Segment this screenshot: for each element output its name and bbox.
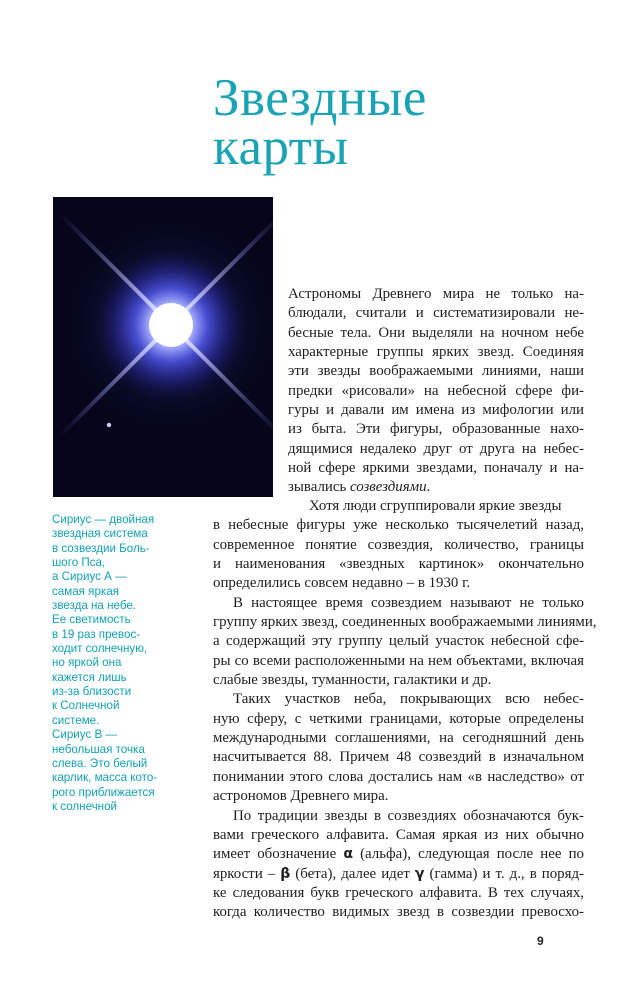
caption-line: а Сириус А — — [52, 570, 127, 584]
text-line: эти звезды воображаемыми линиями, наши — [288, 363, 584, 380]
text-line: ной сфере яркими звездами, поначалу и на- — [288, 460, 584, 477]
sirius-photo — [53, 197, 273, 497]
paragraph-2-first-line: Хотя люди сгруппировали яркие звезды — [309, 498, 562, 514]
caption-line: Сириус — двойная — [52, 513, 155, 526]
text-line: характерные группы ярких звезд. Соединяя — [288, 344, 584, 361]
greek-beta: β — [280, 865, 291, 882]
caption-line: ходит солнечную, — [52, 642, 148, 656]
main-text-column — [213, 497, 597, 923]
text-line: ры со всеми расположенными на нем объектами, включая — [213, 652, 584, 669]
caption-line: Сириус В — — [52, 728, 118, 742]
text-line: в небесные фигуры уже несколько тысячелетий назад, — [213, 517, 584, 534]
caption-line: небольшая точка — [52, 742, 145, 756]
caption-line: но яркой она — [52, 656, 122, 670]
text-line: дящимися недалеко друг от друга на небес- — [288, 440, 584, 457]
greek-alpha: α — [343, 846, 353, 863]
paragraph-5-first-line: По традиции звезды в созвездиях обозначаются бук- — [233, 807, 584, 824]
paragraph-4-first-line: Таких участков неба, покрывающих всю небес- — [233, 691, 584, 708]
text-line — [213, 845, 584, 864]
text-line: из быта. Эти фигуры, образованные нахо- — [288, 421, 584, 438]
text-line: и наименования «звездных картинок» окончательно — [213, 556, 584, 573]
caption-line: карлик, масса кото- — [52, 771, 158, 785]
text-line: понимании этого слова достались нам «в наследство» от — [213, 768, 584, 785]
page-number: 9 — [537, 934, 544, 948]
text-line: насчитывается 88. Причем 48 созвездий в изначальном — [213, 749, 584, 766]
caption-line: рого приближается — [52, 785, 155, 799]
caption-line: кажется лишь — [52, 670, 127, 684]
text-line: предки «рисовали» на небесной сфере фи- — [288, 382, 584, 399]
caption-line: шого Пса, — [52, 556, 106, 570]
text-line: когда количество видимых звезд в созвездии превосхо- — [213, 904, 584, 921]
text-line: международными соглашениями, на сегодняшний день — [213, 730, 584, 747]
text-line: определились совсем недавно – в 1930 г. — [213, 575, 471, 592]
text-line: современное понятие созвездия, количество, границы — [213, 536, 584, 553]
text-fragment: (альфа), следующая после нее по — [352, 846, 584, 863]
caption-line: к Солнечной — [52, 699, 120, 713]
caption-line: звездная система — [52, 527, 148, 541]
caption-line: самая яркая — [52, 584, 119, 598]
text-line: бесные тела. Они выделяли на ночном небе — [288, 324, 584, 341]
term-constellations: созвездиями — [349, 479, 427, 496]
title-line-2: карты — [213, 118, 349, 176]
text-fragment: яркости – — [213, 865, 281, 882]
greek-gamma: γ — [414, 865, 425, 882]
caption-line: к солнечной — [52, 799, 118, 813]
text-fragment: (бета), далее идет — [290, 865, 415, 882]
title-line-1: Звездные — [213, 69, 427, 127]
text-line: блюдали, считали и систематизировали не- — [288, 305, 584, 322]
caption-line: в 19 раз превос- — [52, 627, 141, 641]
caption-line: в созвездии Боль- — [52, 541, 150, 555]
text-fragment: . — [426, 479, 431, 496]
caption-line: слева. Это белый — [52, 756, 148, 770]
page-title — [213, 69, 427, 176]
text-line: ную сферу, с четкими границами, которые определены — [213, 710, 584, 727]
text-line: вами греческого алфавита. Самая яркая из них обычно — [213, 826, 584, 843]
sirius-star-photo-icon — [53, 197, 273, 497]
text-line — [213, 865, 584, 884]
text-fragment: зывались — [288, 479, 350, 496]
text-line: Астрономы Древнего мира не только на- — [288, 286, 584, 302]
paragraph-3-first-line: В настоящее время созвездием называют не только — [233, 594, 584, 611]
caption-line: звезда на небе. — [52, 599, 137, 613]
caption-line: Ее светимость — [52, 613, 131, 627]
caption-line: из-за близости — [52, 685, 132, 699]
text-line: группу ярких звезд, соединенных воображаемыми линиями, — [213, 614, 597, 631]
text-line: гуры и давали им имена из мифологии или — [288, 402, 584, 419]
text-fragment: (гамма) и т. д., в поряд- — [424, 865, 584, 882]
caption-line: системе. — [52, 713, 100, 727]
text-line: слабые звезды, туманности, галактики и др. — [213, 672, 492, 689]
text-line: ке следования букв греческого алфавита. В тех случаях, — [213, 884, 584, 901]
photo-caption — [52, 513, 174, 814]
text-fragment: имеет обозначение — [213, 846, 344, 863]
text-line: а содержащий эту группу целый участок небесной сфе- — [213, 633, 584, 650]
paragraph-1 — [288, 285, 584, 498]
text-line — [288, 478, 584, 497]
text-line: астрономов Древнего мира. — [213, 788, 389, 805]
